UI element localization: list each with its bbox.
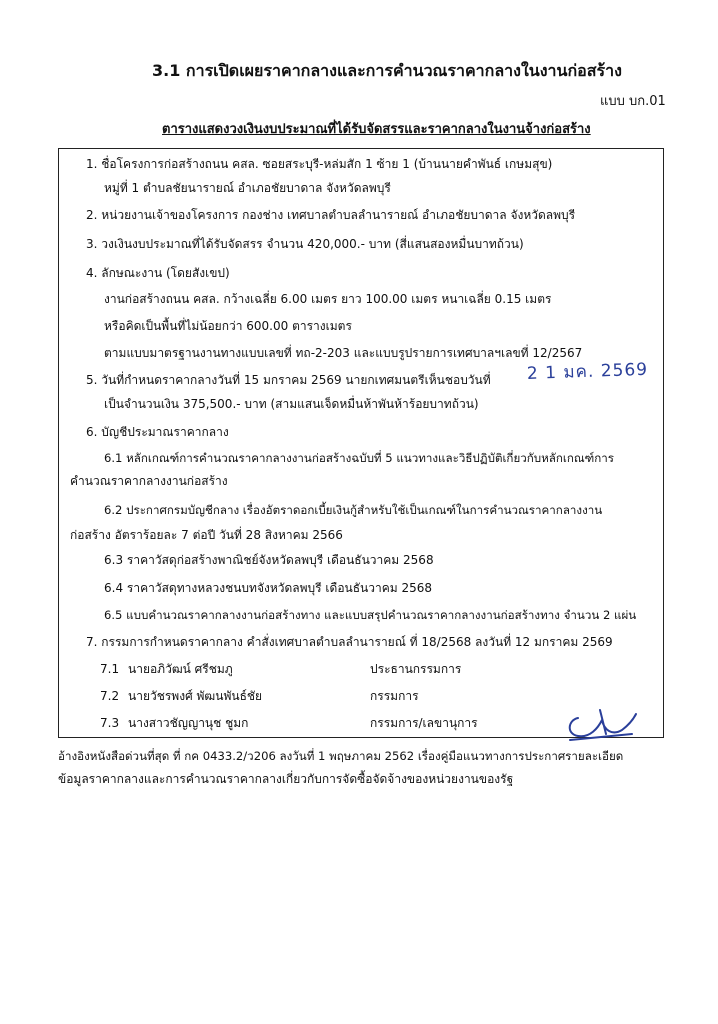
page-title: 3.1 การเปิดเผยราคากลางและการคำนวณราคากลางในงานก่อสร้าง [152, 61, 622, 80]
committee-name: นางสาวชัญญานุช ชูมก [128, 716, 249, 730]
item-6-1-line-1: 6.1 หลักเกณฑ์การคำนวณราคากลางงานก่อสร้างฉบับที่ 5 แนวทางและวิธีปฏิบัติเกี่ยวกับหลักเกณฑ์การ [104, 451, 615, 465]
committee-role: กรรมการ/เลขานุการ [370, 716, 478, 730]
item-4-line-1: งานก่อสร้างถนน คสล. กว้างเฉลี่ย 6.00 เมตร ยาว 100.00 เมตร หนาเฉลี่ย 0.15 เมตร [104, 292, 552, 306]
item-4: 4. ลักษณะงาน (โดยสังเขป) [86, 266, 230, 280]
form-code: แบบ บก.01 [600, 94, 666, 109]
item-6: 6. บัญชีประมาณราคากลาง [86, 425, 229, 439]
committee-no: 7.2 [100, 689, 120, 703]
committee-name: นายวัชรพงศ์ พัฒนพันธ์ชัย [128, 689, 263, 703]
item-6-2-line-2: ก่อสร้าง อัตราร้อยละ 7 ต่อปี วันที่ 28 สิงหาคม 2566 [70, 528, 343, 542]
committee-role: ประธานกรรมการ [370, 662, 462, 676]
item-4-line-3: ตามแบบมาตรฐานงานทางแบบเลขที่ ทถ-2-203 และแบบรูปรายการเทศบาลฯเลขที่ 12/2567 [104, 346, 583, 360]
item-5-line-2: เป็นจำนวนเงิน 375,500.- บาท (สามแสนเจ็ดหมื่นห้าพันห้าร้อยบาทถ้วน) [104, 397, 479, 411]
committee-role: กรรมการ [370, 689, 419, 703]
item-1-line-1: 1. ชื่อโครงการก่อสร้างถนน คสล. ซอยสระบุรี-หล่มสัก 1 ซ้าย 1 (บ้านนายคำพันธ์ เกษมสุข) [86, 157, 553, 171]
reference-line-2: ข้อมูลราคากลางและการคำนวณราคากลางเกี่ยวกับการจัดซื้อจัดจ้างของหน่วยงานของรัฐ [58, 772, 514, 786]
item-2: 2. หน่วยงานเจ้าของโครงการ กองช่าง เทศบาลตำบลลำนารายณ์ อำเภอชัยบาดาล จังหวัดลพบุรี [86, 208, 576, 222]
item-7: 7. กรรมการกำหนดราคากลาง คำสั่งเทศบาลตำบลลำนารายณ์ ที่ 18/2568 ลงวันที่ 12 มกราคม 2569 [86, 635, 613, 649]
item-5-line-1: 5. วันที่กำหนดราคากลางวันที่ 15 มกราคม 2569 นายกเทศมนตรีเห็นชอบวันที่ [86, 373, 491, 387]
committee-no: 7.3 [100, 716, 120, 730]
signature-icon [560, 700, 640, 746]
item-6-4: 6.4 ราคาวัสดุทางหลวงชนบทจังหวัดลพบุรี เดือนธันวาคม 2568 [104, 581, 433, 595]
committee-name: นายอภิวัฒน์ ศรีชมภู [128, 662, 233, 676]
reference-line-1: อ้างอิงหนังสือด่วนที่สุด ที่ กค 0433.2/ว206 ลงวันที่ 1 พฤษภาคม 2562 เรื่องคู่มือแนวทางการประกาศรายละเอียด [58, 749, 624, 763]
item-1-line-2: หมู่ที่ 1 ตำบลชัยนารายณ์ อำเภอชัยบาดาล จังหวัดลพบุรี [104, 181, 391, 195]
handwritten-approval-date: 2 1 มค. 2569 [526, 359, 649, 384]
item-6-3: 6.3 ราคาวัสดุก่อสร้างพาณิชย์จังหวัดลพบุรี เดือนธันวาคม 2568 [104, 553, 434, 567]
item-3: 3. วงเงินงบประมาณที่ได้รับจัดสรร จำนวน 420,000.- บาท (สี่แสนสองหมื่นบาทถ้วน) [86, 237, 524, 251]
item-6-5: 6.5 แบบคำนวณราคากลางงานก่อสร้างทาง และแบบสรุปคำนวณราคากลางงานก่อสร้างทาง จำนวน 2 แผ่น [104, 608, 637, 622]
item-6-2-line-1: 6.2 ประกาศกรมบัญชีกลาง เรื่องอัตราดอกเบี้ยเงินกู้สำหรับใช้เป็นเกณฑ์ในการคำนวณราคากลางงาน [104, 503, 603, 517]
table-subtitle: ตารางแสดงวงเงินงบประมาณที่ได้รับจัดสรรและราคากลางในงานจ้างก่อสร้าง [162, 122, 591, 137]
item-4-line-2: หรือคิดเป็นพื้นที่ไม่น้อยกว่า 600.00 ตารางเมตร [104, 319, 352, 333]
committee-no: 7.1 [100, 662, 120, 676]
item-6-1-line-2: คำนวณราคากลางงานก่อสร้าง [70, 474, 228, 488]
